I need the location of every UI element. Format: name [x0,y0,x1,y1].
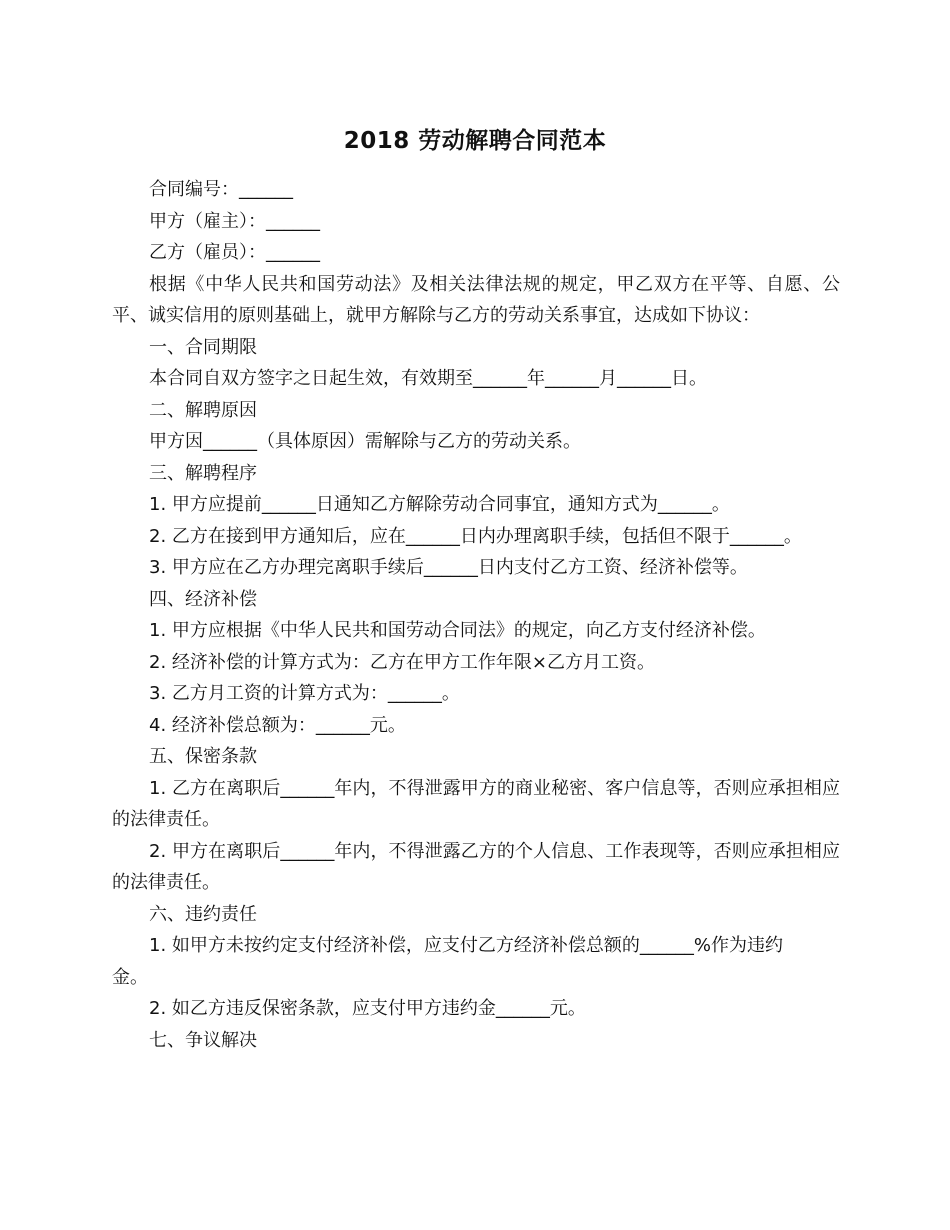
section-heading-dispute: 七、争议解决 [149,1029,257,1051]
party-b-line: 乙方（雇员）：______ [149,242,320,263]
contract-number-line: 合同编号：______ [149,179,293,200]
section-heading-procedure: 三、解聘程序 [149,462,257,484]
section-heading-reason: 二、解聘原因 [149,399,257,421]
section-heading-compensation: 四、经济补偿 [149,588,257,610]
section-heading-liability: 六、违约责任 [149,903,257,925]
section-heading-confidentiality: 五、保密条款 [149,746,257,767]
compensation-item: 1. 甲方应根据《中华人民共和国劳动合同法》的规定，向乙方支付经济补偿。 [149,620,766,641]
liability-item: 2. 如乙方违反保密条款，应支付甲方违约金______元。 [149,998,586,1019]
document-title: 2018 劳动解聘合同范本 [343,128,607,154]
compensation-item: 4. 经济补偿总额为：______元。 [149,714,406,736]
liability-item: 1. 如甲方未按约定支付经济补偿，应支付乙方经济补偿总额的______%作为违约金。 [112,935,783,988]
document-body [112,174,840,1056]
section-heading-term: 一、合同期限 [149,336,257,358]
term-clause: 本合同自双方签字之日起生效，有效期至______年______月______日。 [149,368,707,389]
party-a-line: 甲方（雇主）：______ [149,210,320,232]
compensation-item: 2. 经济补偿的计算方式为：乙方在甲方工作年限×乙方月工资。 [149,651,655,673]
preamble-paragraph: 根据《中华人民共和国劳动法》及相关法律法规的规定，甲乙双方在平等、自愿、公平、诚实信用的原则基础上，就甲方解除与乙方的劳动关系事宜，达成如下协议： [112,273,840,326]
confidentiality-item: 2. 甲方在离职后______年内，不得泄露乙方的个人信息、工作表现等，否则应承担相应的法律责任。 [112,840,840,893]
procedure-item: 3. 甲方应在乙方办理完离职手续后______日内支付乙方工资、经济补偿等。 [149,557,748,578]
compensation-item: 3. 乙方月工资的计算方式为：______。 [149,683,460,704]
procedure-item: 1. 甲方应提前______日通知乙方解除劳动合同事宜，通知方式为______。 [149,494,730,515]
confidentiality-item: 1. 乙方在离职后______年内，不得泄露甲方的商业秘密、客户信息等，否则应承担相应的法律责任。 [112,777,840,830]
procedure-item: 2. 乙方在接到甲方通知后，应在______日内办理离职手续，包括但不限于______。 [149,525,802,547]
reason-clause: 甲方因______（具体原因）需解除与乙方的劳动关系。 [149,431,581,452]
